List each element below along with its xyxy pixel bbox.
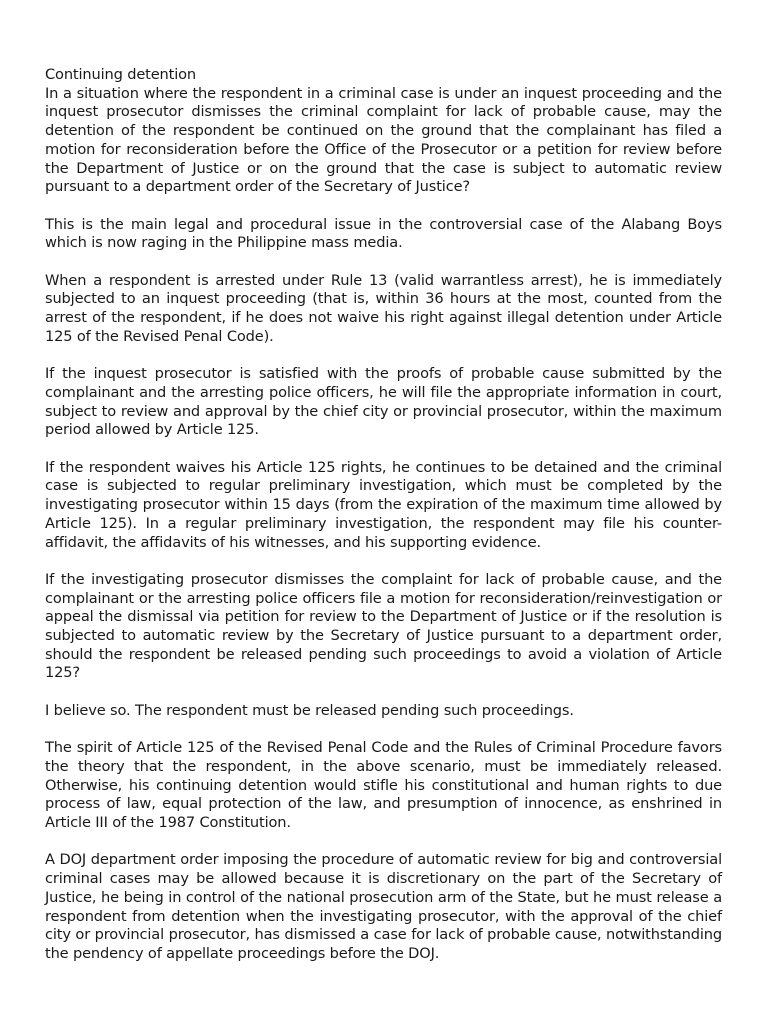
paragraph-3: When a respondent is arrested under Rule 13 (valid warrantless arrest), he is immediately subjected to an inquest proceeding (that is, within 36 hours at the most, counted from the arrest of the respondent, if he does not waive his right against illegal detention under Article 125 of the Revised Penal Code). — [45, 271, 722, 345]
paragraph-7: I believe so. The respondent must be released pending such proceedings. — [45, 701, 574, 719]
paragraph-2: This is the main legal and procedural issue in the controversial case of the Alabang Boys which is now raging in the Philippine mass media. — [45, 215, 722, 252]
paragraph-9: A DOJ department order imposing the procedure of automatic review for big and controversial criminal cases may be allowed because it is discretionary on the part of the Secretary of Justice, he being in control of the national prosecution arm of the State, but he must release a respondent from detention when the investigating prosecutor, with the approval of the chief city or provincial prosecutor, has dismissed a case for lack of probable cause, notwithstanding the pendency of appellate proceedings before the DOJ. — [45, 851, 722, 962]
paragraph-5: If the respondent waives his Article 125 rights, he continues to be detained and the criminal case is subjected to regular preliminary investigation, which must be completed by the investigating prosecutor within 15 days (from the expiration of the maximum time allowed by Article 125). In a regular preliminary investigation, the respondent may file his counter-affidavit, the affidavits of his witnesses, and his supporting evidence. — [45, 458, 722, 551]
document-page — [45, 66, 722, 982]
paragraph-6: If the investigating prosecutor dismisses the complaint for lack of probable cause, and the complainant or the arresting police officers file a motion for reconsideration/reinvestigation or appeal the dismissal via petition for review to the Department of Justice or if the resolution is subjected to automatic review by the Secretary of Justice pursuant to a department order, should the respondent be released pending such proceedings to avoid a violation of Article 125? — [45, 570, 722, 682]
document-title: Continuing detention — [45, 66, 196, 83]
paragraph-8: The spirit of Article 125 of the Revised Penal Code and the Rules of Criminal Procedure favors the theory that the respondent, in the above scenario, must be immediately released. Otherwise, his continuing detention would stifle his constitutional and human rights to due process of law, equal protection of the law, and presumption of innocence, as enshrined in Article III of the 1987 Constitution. — [45, 739, 722, 832]
paragraph-1: In a situation where the respondent in a criminal case is under an inquest proceeding and the inquest prosecutor dismisses the criminal complaint for lack of probable cause, may the detention of the respondent be continued on the ground that the complainant has filed a motion for reconsideration before the Office of the Prosecutor or a petition for review before the Department of Justice or on the ground that the case is subject to automatic review pursuant to a department order of the Secretary of Justice? — [45, 84, 722, 196]
paragraph-4: If the inquest prosecutor is satisfied with the proofs of probable cause submitted by the complainant and the arresting police officers, he will file the appropriate information in court, subject to review and approval by the chief city or provincial prosecutor, within the maximum period allowed by Article 125. — [45, 365, 722, 439]
